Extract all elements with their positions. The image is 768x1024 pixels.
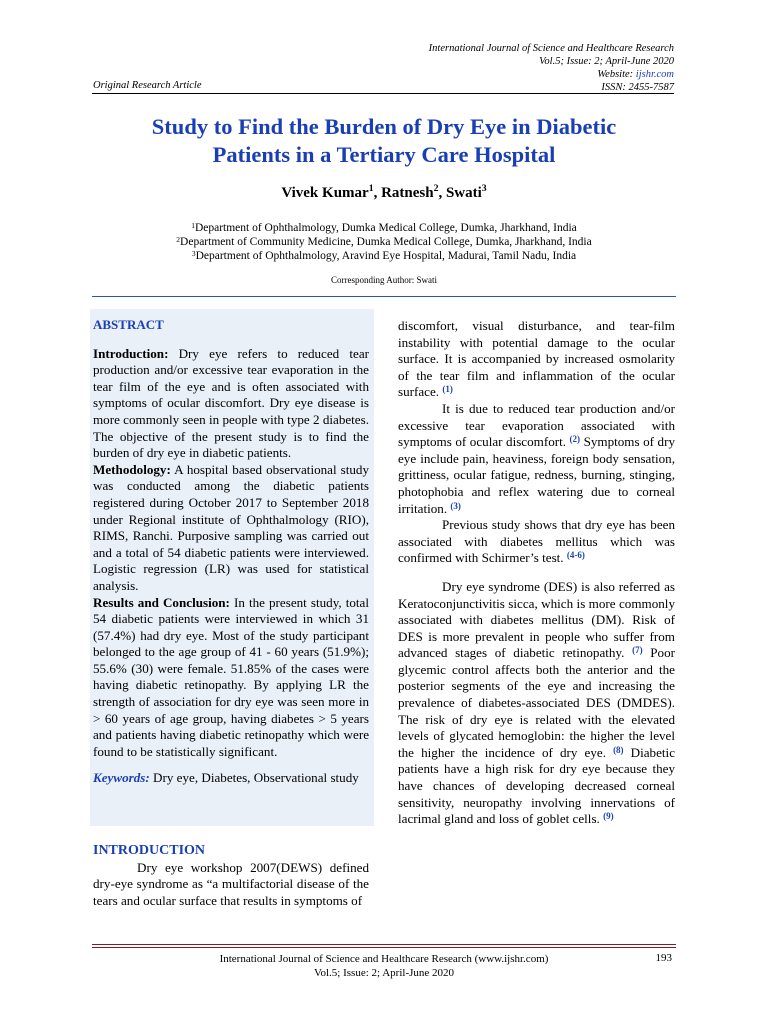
- footer-divider: [92, 947, 676, 948]
- article-type: Original Research Article: [93, 80, 202, 91]
- affiliation: $^1$Department of Ophthalmology, Dumka Medical College, Dumka, Jharkhand, India: [191, 221, 577, 234]
- citation-link[interactable]: (8): [613, 744, 624, 755]
- author-list: [90, 185, 678, 202]
- author: Swati$^3$: [445, 183, 487, 201]
- abstract-keywords: Keywords: Dry eye, Diabetes, Observational study: [93, 770, 359, 786]
- footer-divider: [92, 944, 676, 945]
- website-link[interactable]: ijshr.com: [635, 69, 674, 80]
- author: Vivek Kumar$^1$,: [281, 183, 382, 201]
- journal-issn: ISSN: 2455-7587: [601, 82, 674, 93]
- abstract: [93, 317, 369, 787]
- citation-link[interactable]: (4-6): [566, 550, 585, 561]
- title-divider: [92, 296, 676, 297]
- abstract-introduction: Introduction: Dry eye refers to reduced tear production and/or excessive tear evaporation in the tear film of the eye and is often associated with symptoms of ocular discomfort. Dry eye disease is more commonly seen in people with type 2 diabetes. The objective of the present study is to find the burden of dry eye in diabetic patients.: [93, 345, 369, 461]
- footer-journal: International Journal of Science and Healthcare Research (www.ijshr.com): [219, 953, 549, 965]
- author: Ratnesh$^2$,: [381, 183, 446, 201]
- citation-link[interactable]: (3): [450, 500, 461, 511]
- affiliation: $^3$Department of Ophthalmology, Aravind Eye Hospital, Madurai, Tamil Nadu, India: [191, 249, 577, 262]
- paragraph: Previous study shows that dry eye has been associated with diabetes mellitus which was confirmed with Schirmer’s test. $^{(4-6)}$: [398, 517, 675, 566]
- abstract-heading: ABSTRACT: [93, 317, 164, 332]
- introduction-heading: INTRODUCTION: [93, 843, 206, 858]
- paragraph: discomfort, visual disturbance, and tear-film instability with potential damage to the ocular surface. It is accompanied by increased osmolarity of the tear film and inflammation of the ocular surface. $^{(1)}$: [398, 318, 675, 400]
- footer-volume: Vol.5; Issue: 2; April-June 2020: [313, 967, 455, 979]
- citation-link[interactable]: (1): [442, 384, 453, 395]
- header-divider: [92, 93, 674, 94]
- journal-volume: Vol.5; Issue: 2; April-June 2020: [539, 56, 674, 67]
- citation-link[interactable]: (2): [569, 434, 581, 445]
- abstract-methodology: Methodology: A hospital based observational study was conducted among the diabetic patients registered during October 2017 to September 2018 under Regional institute of Ophthalmology (RIO), RIMS, Ranchi. Purposive sampling was carried out and a total of 54 diabetic patients were interviewed. Logistic regression (LR) was used for statistical analysis.: [93, 461, 369, 593]
- abstract-results: Results and Conclusion: In the present study, total 54 diabetic patients were interviewed in which 31 (57.4%) had dry eye. Most of the study participant belonged to the age group of 41 - 60 years (51.9%); 55.6% (30) were female. 51.85% of the cases were having diabetic retinopathy. By applying LR the strength of association for dry eye was seen more in > 60 years of age group, having diabetes > 5 years and patients having diabetic retinopathy which were found to be statistically significant.: [93, 594, 370, 759]
- affiliation: $^2$Department of Community Medicine, Dumka Medical College, Dumka, Jharkhand, India: [176, 235, 592, 248]
- right-column: [398, 318, 675, 828]
- introduction-section: [93, 843, 369, 909]
- paragraph: It is due to reduced tear production and/or excessive tear evaporation associated with symptoms of ocular discomfort. $^{(2)}$ Symptoms of dry eye include pain, heaviness, foreign body sensation, grittiness, ocular fatigue, redness, burning, stinging, photophobia and reflex watering due to corneal irritation. $^{(3)}$: [398, 400, 675, 516]
- paragraph: Dry eye syndrome (DES) is also referred as Keratoconjunctivitis sicca, which is more commonly associated with diabetes mellitus (DM). Risk of DES is more prevalent in people who suffer from advanced stages of diabetic retinopathy. $^{(7)}$ Poor glycemic control affects both the anterior and the posterior segments of the eye and increasing the prevalence of diabetes-associated DES (DMDES). The risk of dry eye is related with the elevated levels of glycated hemoglobin: the higher the level the higher the incidence of dry eye. $^{(8)}$ Diabetic patients have a high risk for dry eye because they have chances of developing decreased corneal sensitivity, neuropathy involving innervations of lacrimal gland and loss of goblet cells. $^{(9)}$: [398, 578, 676, 827]
- journal-header: [429, 42, 674, 94]
- page-number: 193: [655, 952, 672, 964]
- journal-website: Website: ijshr.com: [597, 69, 674, 80]
- introduction-paragraph: Dry eye workshop 2007(DEWS) defined dry-eye syndrome as “a multifactorial disease of the tears and ocular surface that results in symptoms of: [93, 859, 369, 908]
- corresponding-author: Corresponding Author: Swati: [331, 275, 437, 285]
- journal-name: International Journal of Science and Healthcare Research: [428, 43, 674, 54]
- citation-link[interactable]: (7): [632, 645, 643, 656]
- article-title: Study to Find the Burden of Dry Eye in Diabetic Patients in a Tertiary Care Hospital: [151, 114, 617, 167]
- citation-link[interactable]: (9): [603, 811, 614, 822]
- page-footer: [92, 952, 676, 980]
